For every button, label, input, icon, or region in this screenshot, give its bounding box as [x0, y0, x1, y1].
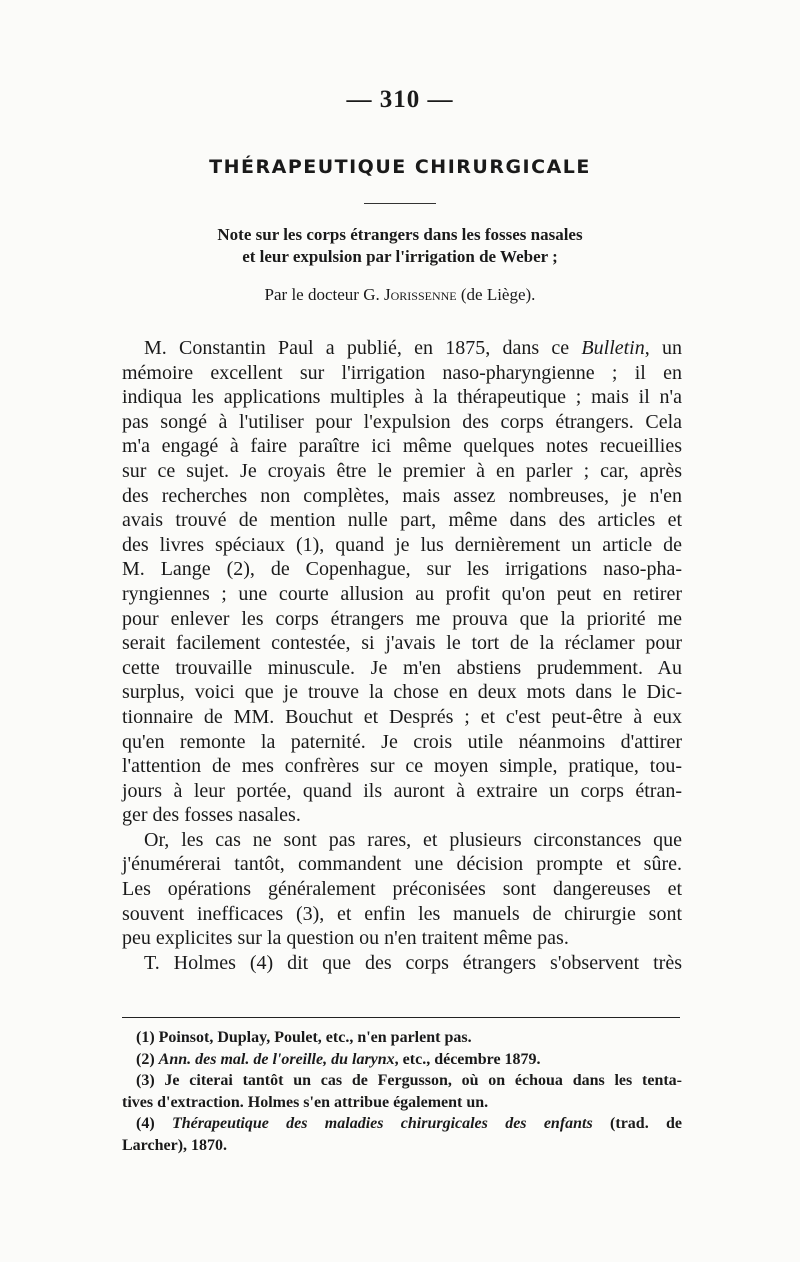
footnote-divider: [122, 1017, 680, 1018]
body-line: m'a engagé à faire paraître ici même quelques notes recueillies: [122, 435, 682, 458]
body-line: l'attention de mes confrères sur ce moyen simple, pratique, tou-: [122, 755, 682, 778]
footnote-4: [122, 1113, 682, 1135]
footnote-2-prefix: (2): [136, 1050, 159, 1068]
footnote-2: [122, 1049, 682, 1071]
footnote-4-suffix: (trad. de: [592, 1115, 683, 1132]
article-title-line-1: Note sur les corps étrangers dans les fosses nasales: [217, 225, 583, 244]
body-line: surplus, voici que je trouve la chose en deux mots dans le Dic-: [122, 681, 682, 704]
footnote-2-suffix: , etc., décembre 1879.: [394, 1050, 541, 1068]
page-number: — 310 —: [346, 86, 454, 113]
body-line: cette trouvaille minuscule. Je m'en abstiens prudemment. Au: [122, 656, 682, 679]
body-line: Or, les cas ne sont pas rares, et plusieurs circonstances que: [144, 828, 682, 851]
body-line: souvent inefficaces (3), et enfin les manuels de chirurgie sont: [122, 902, 682, 925]
body-line: Les opérations généralement préconisées sont dangereuses et: [122, 878, 682, 901]
footnote-4-line-2: Larcher), 1870.: [122, 1136, 228, 1154]
body-line: avais trouvé de mention nulle part, même dans des articles et: [122, 509, 682, 532]
body-line: [122, 336, 682, 361]
footnote-3-line-2: tives d'extraction. Holmes s'en attribue également un.: [122, 1093, 489, 1111]
body-line: jours à leur portée, quand ils auront à extraire un corps étran-: [122, 779, 682, 802]
byline: [0, 285, 800, 305]
body-line: peu explicites sur la question ou n'en traitent même pas.: [122, 927, 569, 950]
footnotes: [122, 1027, 682, 1156]
footnote-4-prefix: (4): [136, 1115, 172, 1132]
article-title-line-2: et leur expulsion par l'irrigation de Weber ;: [242, 247, 558, 266]
body-line: qu'en remonte la paternité. Je crois utile néanmoins d'attirer: [122, 730, 682, 753]
footnote-3-line-1: (3) Je citerai tantôt un cas de Fergusson, où on échoua dans les tenta-: [136, 1072, 682, 1089]
body-line: pas songé à l'utiliser pour l'expulsion des corps étrangers. Cela: [122, 410, 682, 433]
body-line: des recherches non complètes, mais assez nombreuses, je n'en: [122, 484, 682, 507]
footnote-2-italic: Ann. des mal. de l'oreille, du larynx: [158, 1050, 395, 1068]
body-line-tail: , un: [644, 337, 682, 359]
body-line: ryngiennes ; une courte allusion au profit qu'on peut en retirer: [122, 582, 682, 605]
footnote-1: (1) Poinsot, Duplay, Poulet, etc., n'en parlent pas.: [136, 1029, 472, 1046]
body-line-text: M. Constantin Paul a publié, en 1875, dans ce: [144, 337, 582, 359]
byline-suffix: (de Liège).: [456, 285, 536, 304]
author-name: Jorissenne: [383, 285, 457, 304]
title-divider: [364, 203, 436, 204]
footnote-4-italic: Thérapeutique des maladies chirurgicales des enfants: [171, 1115, 593, 1132]
body-line: M. Lange (2), de Copenhague, sur les irrigations naso-pha-: [122, 558, 682, 581]
body-line: tionnaire de MM. Bouchut et Després ; et c'est peut-être à eux: [122, 705, 682, 728]
body-line: mémoire excellent sur l'irrigation naso-pharyngienne ; il en: [122, 361, 682, 384]
body-line: T. Holmes (4) dit que des corps étrangers s'observent très: [144, 951, 682, 974]
body-line: sur ce sujet. Je croyais être le premier à en parler ; car, après: [122, 459, 682, 482]
body-line: serait facilement contestée, si j'avais le tort de la réclamer pour: [122, 632, 682, 655]
body-line: pour enlever les corps étrangers me prouva que la priorité me: [122, 607, 682, 630]
article-title: [150, 224, 650, 268]
body-line: j'énumérerai tantôt, commandent une décision prompte et sûre.: [122, 853, 682, 876]
section-title: THÉRAPEUTIQUE CHIRURGICALE: [209, 156, 591, 178]
body-line: indiqua les applications multiples à la thérapeutique ; mais il n'a: [122, 386, 682, 409]
article-body: [122, 336, 682, 975]
byline-prefix: Par le docteur G.: [264, 285, 384, 304]
body-line: ger des fosses nasales.: [122, 804, 301, 827]
body-line: des livres spéciaux (1), quand je lus dernièrement un article de: [122, 533, 682, 556]
bulletin-italic: Bulletin: [581, 337, 645, 359]
